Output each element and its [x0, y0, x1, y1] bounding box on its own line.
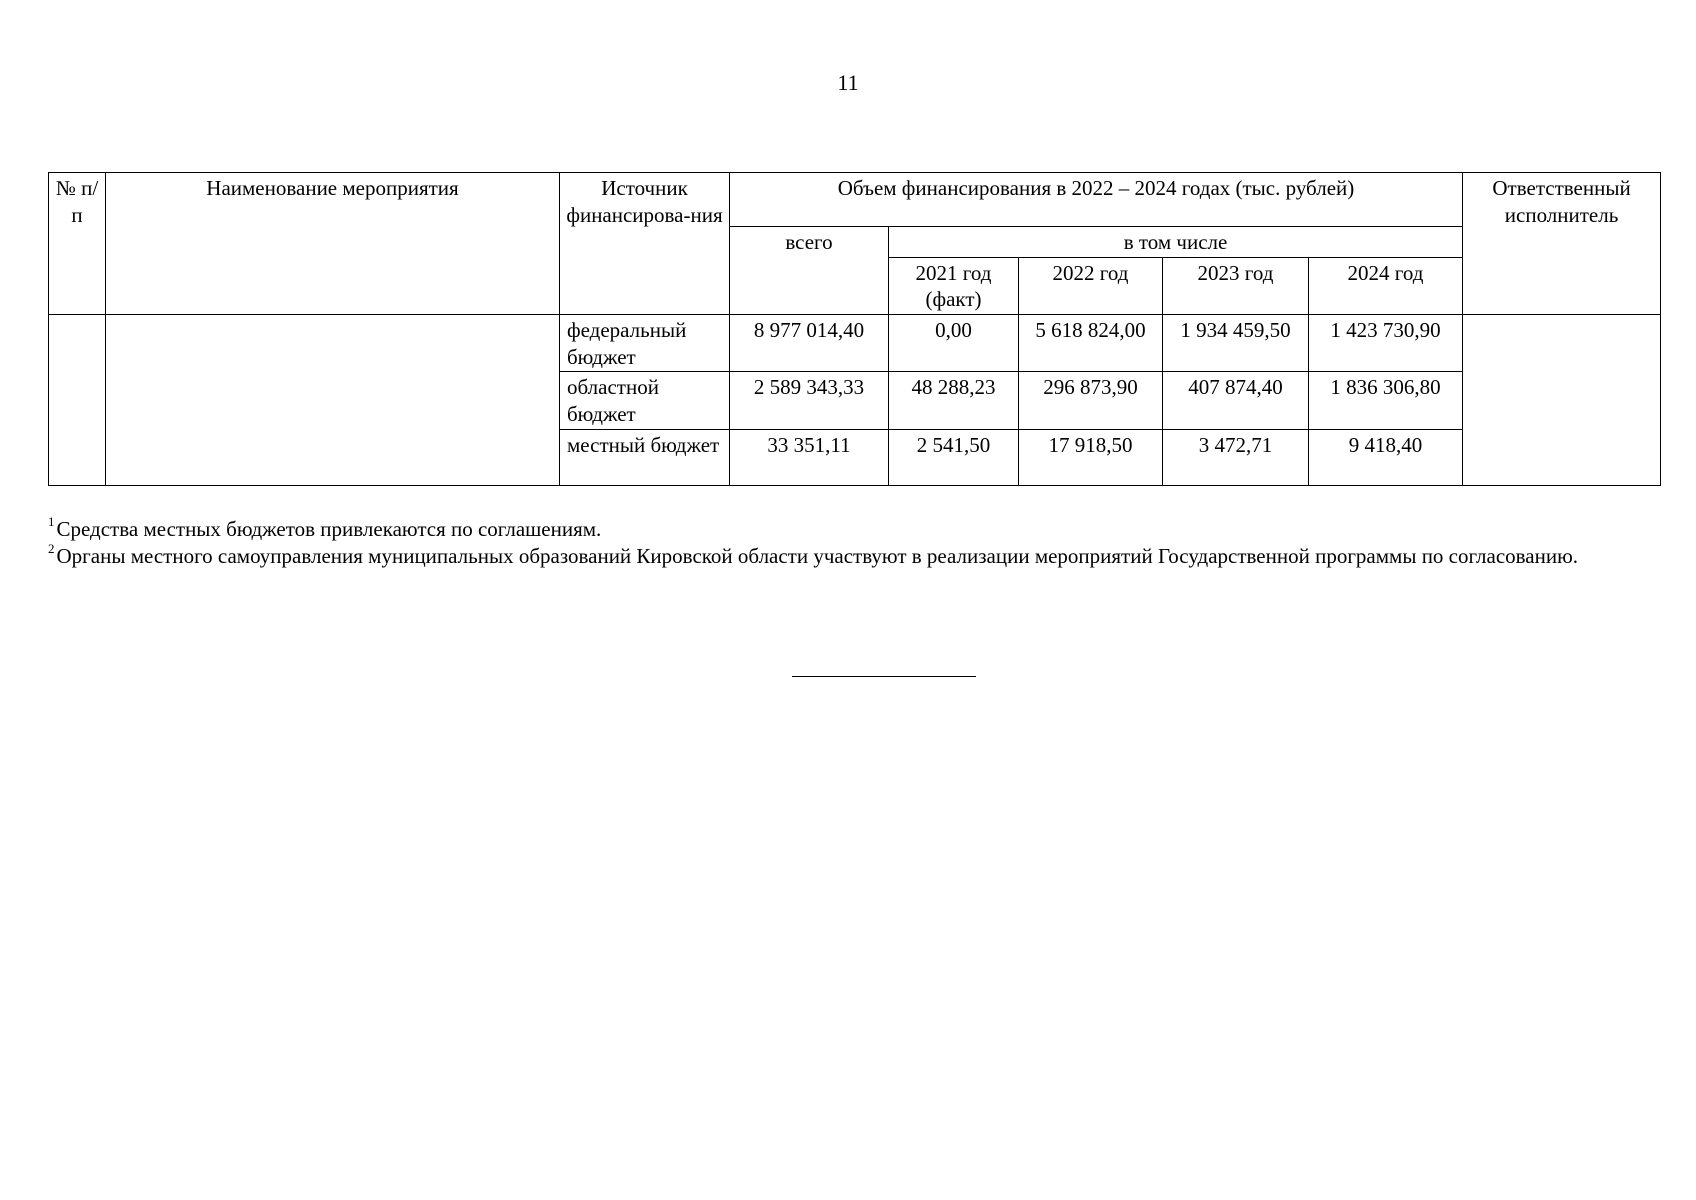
- header-volume: Объем финансирования в 2022 – 2024 годах (тыс. рублей): [730, 173, 1463, 227]
- table-row: [49, 314, 1661, 371]
- cell-name: [106, 314, 560, 485]
- cell-total: 8 977 014,40: [730, 314, 889, 371]
- footnote-mark: 1: [48, 514, 55, 529]
- cell-2022: 296 873,90: [1019, 372, 1163, 429]
- header-2021: 2021 год (факт): [889, 257, 1019, 314]
- footnote-1: [48, 516, 1663, 543]
- cell-2021: 0,00: [889, 314, 1019, 371]
- header-2022: 2022 год: [1019, 257, 1163, 314]
- cell-2022: 17 918,50: [1019, 429, 1163, 485]
- financing-table: [48, 172, 1661, 486]
- page-number: 11: [837, 70, 859, 95]
- footnote-text: Средства местных бюджетов привлекаются по соглашениям.: [56, 517, 602, 541]
- cell-2021: 2 541,50: [889, 429, 1019, 485]
- cell-total: 2 589 343,33: [730, 372, 889, 429]
- cell-2023: 1 934 459,50: [1163, 314, 1309, 371]
- cell-source: местный бюджет: [560, 429, 730, 485]
- header-2024: 2024 год: [1309, 257, 1463, 314]
- footnote-2: [48, 543, 1663, 570]
- cell-source: федеральный бюджет: [560, 314, 730, 371]
- cell-2021: 48 288,23: [889, 372, 1019, 429]
- footnotes: [48, 516, 1663, 571]
- header-responsible: Ответственный исполнитель: [1463, 173, 1661, 315]
- end-divider: [792, 676, 976, 677]
- header-including: в том числе: [889, 227, 1463, 258]
- header-name: Наименование мероприятия: [106, 173, 560, 315]
- cell-source: областной бюджет: [560, 372, 730, 429]
- cell-2024: 1 423 730,90: [1309, 314, 1463, 371]
- cell-2023: 407 874,40: [1163, 372, 1309, 429]
- cell-2023: 3 472,71: [1163, 429, 1309, 485]
- cell-2022: 5 618 824,00: [1019, 314, 1163, 371]
- header-2023: 2023 год: [1163, 257, 1309, 314]
- footnote-mark: 2: [48, 541, 55, 557]
- cell-total: 33 351,11: [730, 429, 889, 485]
- cell-responsible: [1463, 314, 1661, 485]
- cell-2024: 9 418,40: [1309, 429, 1463, 485]
- cell-2024: 1 836 306,80: [1309, 372, 1463, 429]
- cell-num: [49, 314, 106, 485]
- header-num: № п/п: [49, 173, 106, 315]
- header-source: Источник финансирова-ния: [560, 173, 730, 315]
- footnote-text: Органы местного самоуправления муниципальных образований Кировской области участвуют в реализации мероприятий Государственной программы по согласованию.: [56, 544, 1579, 569]
- header-total: всего: [730, 227, 889, 315]
